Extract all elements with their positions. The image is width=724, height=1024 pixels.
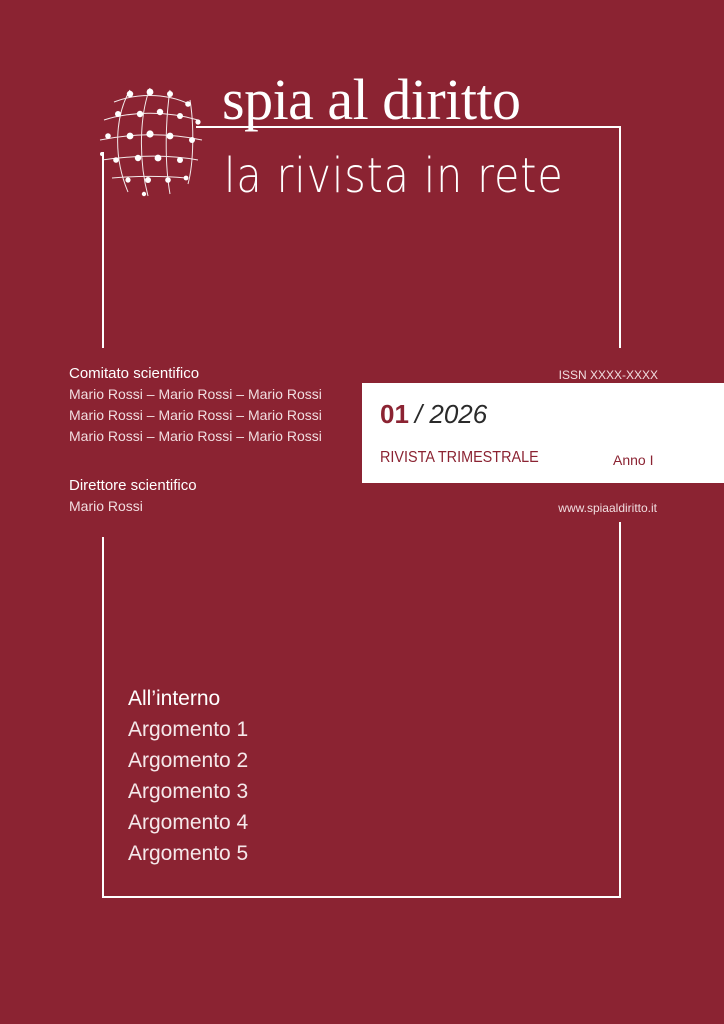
committee-title: Comitato scientifico — [69, 365, 200, 382]
contents-title: All’interno — [128, 687, 221, 710]
issue-frequency: RIVISTA TRIMESTRALE — [380, 449, 539, 466]
committee-names-line: Mario Rossi – Mario Rossi – Mario Rossi — [69, 407, 322, 423]
director-section — [69, 476, 369, 517]
issue-volume-label: Anno I — [613, 452, 654, 468]
committee-names — [69, 384, 369, 447]
website-link[interactable]: www.spiaaldiritto.it — [558, 501, 657, 515]
issue-number-value: 01 — [380, 399, 409, 429]
contents-item: Argomento 5 — [128, 842, 249, 865]
brand-title: spia al diritto — [222, 67, 521, 132]
contents-item: Argomento 2 — [128, 749, 249, 772]
director-name: Mario Rossi — [69, 498, 143, 514]
issn-label: ISSN XXXX-XXXX — [558, 368, 658, 382]
frame-bottom-line — [102, 896, 621, 898]
issue-number — [380, 397, 487, 431]
contents-section — [128, 684, 428, 869]
director-title: Direttore scientifico — [69, 477, 197, 494]
wireframe-globe-icon — [94, 84, 206, 200]
committee-names-line: Mario Rossi – Mario Rossi – Mario Rossi — [69, 428, 322, 444]
committee-names-line: Mario Rossi – Mario Rossi – Mario Rossi — [69, 386, 322, 402]
issue-year: / 2026 — [414, 399, 488, 429]
frame-bottom-left-line — [102, 537, 104, 898]
contents-item: Argomento 1 — [128, 718, 249, 741]
issue-box — [362, 383, 724, 483]
contents-item: Argomento 3 — [128, 780, 249, 803]
committee-section — [69, 364, 369, 447]
contents-item: Argomento 4 — [128, 811, 249, 834]
frame-top-right-line — [619, 126, 621, 348]
frame-bottom-right-line — [619, 522, 621, 898]
contents-list — [128, 714, 428, 869]
brand-subtitle: la rivista in rete — [224, 148, 564, 204]
